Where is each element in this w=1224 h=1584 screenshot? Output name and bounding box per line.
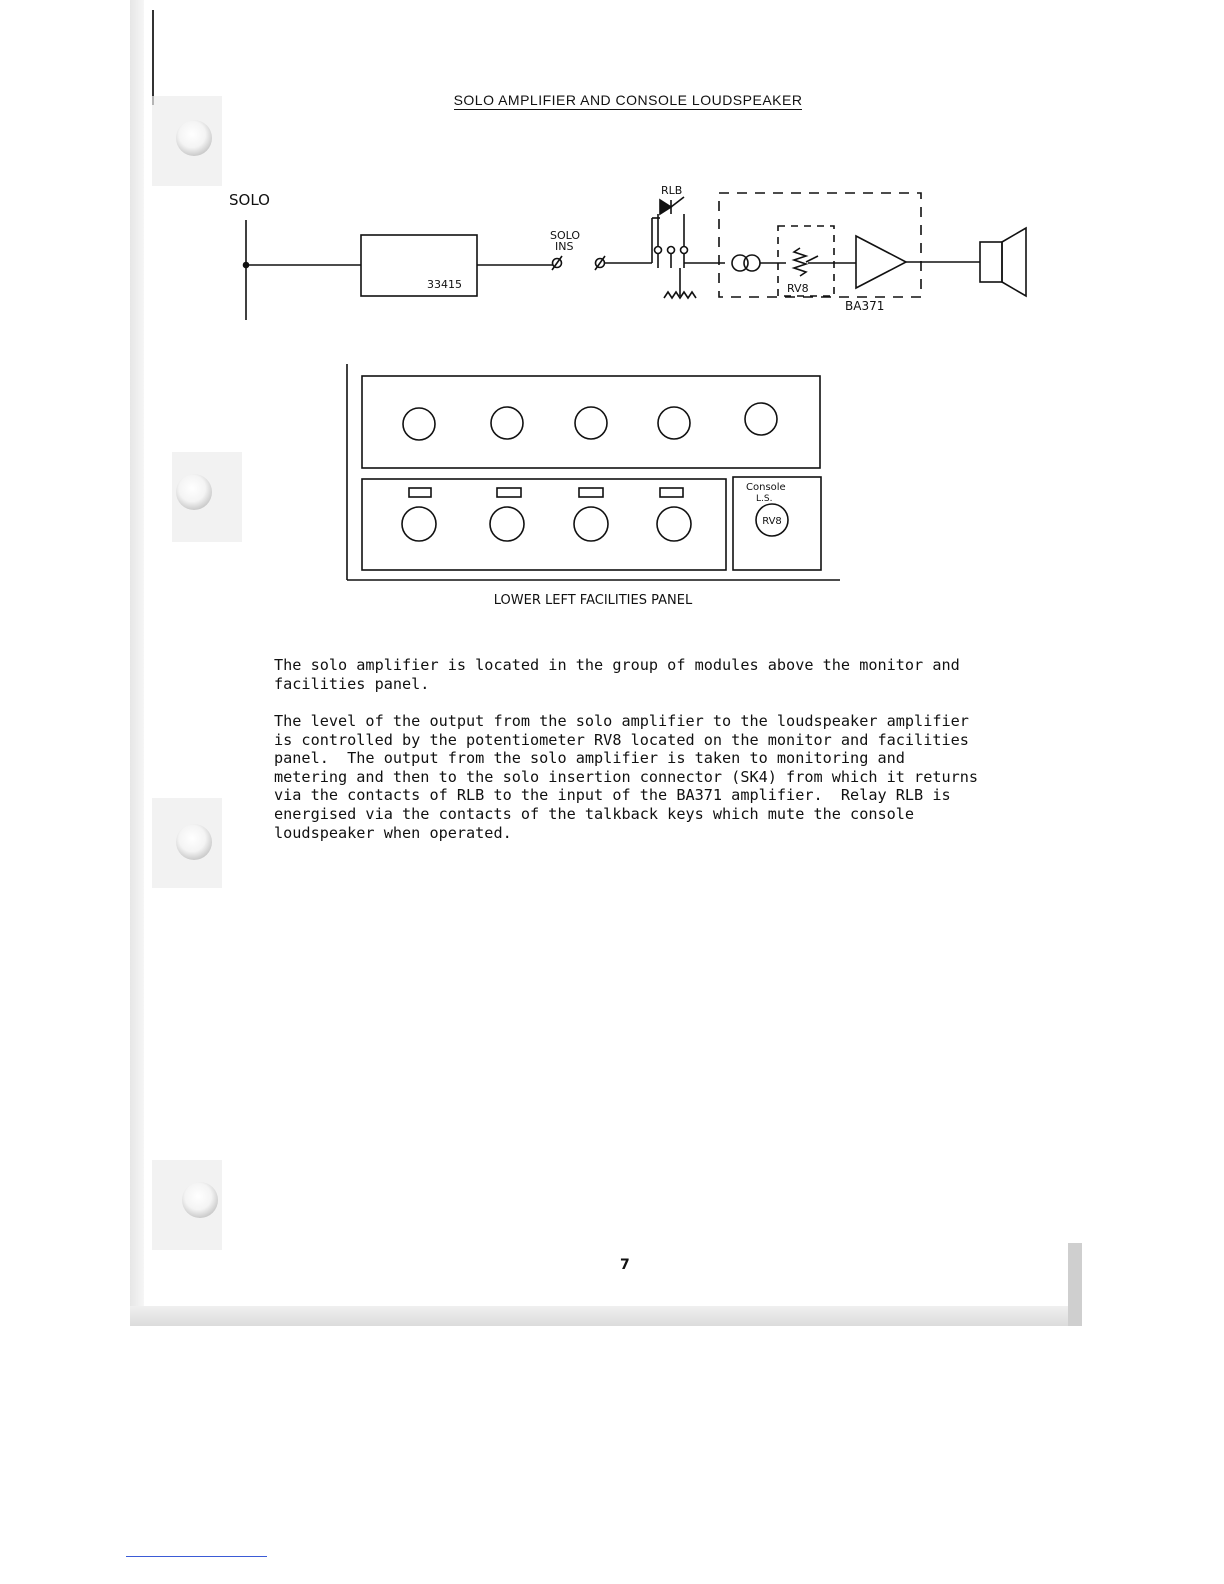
solo-ins-label-1: SOLO bbox=[550, 229, 581, 242]
solo-label: SOLO bbox=[229, 191, 270, 209]
control-knob bbox=[402, 507, 436, 541]
control-knob bbox=[658, 407, 690, 439]
relay-contact bbox=[681, 247, 688, 254]
control-knob bbox=[575, 407, 607, 439]
upper-knob-row bbox=[362, 376, 820, 468]
speaker-magnet-icon bbox=[980, 242, 1002, 282]
control-knob bbox=[403, 408, 435, 440]
control-knob bbox=[574, 507, 608, 541]
pot-label: RV8 bbox=[787, 282, 809, 295]
schematic bbox=[244, 193, 1027, 320]
console-label-1: Console bbox=[746, 482, 786, 493]
lower-knob-row bbox=[362, 479, 726, 570]
rv8-knob-label: RV8 bbox=[762, 516, 782, 527]
paragraph-operation: The level of the output from the solo amplifier to the loudspeaker amplifier is controlled by the potentiometer RV8 located on the monitor and facilities panel. The output from the solo amplifier is taken to monitoring and metering and then to the solo insertion connector (SK4) from which it returns via the contacts of RLB to the input of the BA371 amplifier. Relay RLB is energised via the contacts of the talkback keys which mute the console loudspeaker when operated. bbox=[274, 712, 979, 842]
speaker-cone-icon bbox=[1002, 228, 1026, 296]
potentiometer-icon bbox=[794, 248, 806, 276]
control-knob bbox=[490, 507, 524, 541]
switch-key-icon bbox=[409, 488, 431, 497]
console-label-2: L.S. bbox=[756, 494, 773, 504]
panel-caption: LOWER LEFT FACILITIES PANEL bbox=[493, 593, 693, 608]
amp-label: BA371 bbox=[845, 299, 885, 313]
switch-key-icon bbox=[497, 488, 521, 497]
pot-wiper bbox=[806, 256, 818, 262]
module-label: 33415 bbox=[427, 278, 462, 291]
facilities-panel bbox=[347, 364, 840, 580]
transformer-coil-icon bbox=[744, 255, 760, 271]
relay-contact bbox=[668, 247, 675, 254]
page-number: 7 bbox=[620, 1257, 630, 1273]
relay-coil-wire bbox=[671, 197, 684, 207]
relay-contact bbox=[655, 247, 662, 254]
switch-key-icon bbox=[660, 488, 683, 497]
relay-diode-icon bbox=[660, 200, 671, 214]
page-title: SOLO AMPLIFIER AND CONSOLE LOUDSPEAKER bbox=[453, 92, 803, 108]
amplifier-icon bbox=[856, 236, 906, 288]
control-knob bbox=[657, 507, 691, 541]
control-knob bbox=[491, 407, 523, 439]
control-knob bbox=[745, 403, 777, 435]
solo-ins-label-2: INS bbox=[555, 240, 574, 253]
switch-key-icon bbox=[579, 488, 603, 497]
footer-link-underline bbox=[126, 1556, 267, 1557]
relay-label: RLB bbox=[661, 184, 683, 197]
amplifier-enclosure bbox=[719, 193, 921, 297]
paragraph-location: The solo amplifier is located in the group of modules above the monitor and facilities panel. bbox=[274, 656, 960, 693]
